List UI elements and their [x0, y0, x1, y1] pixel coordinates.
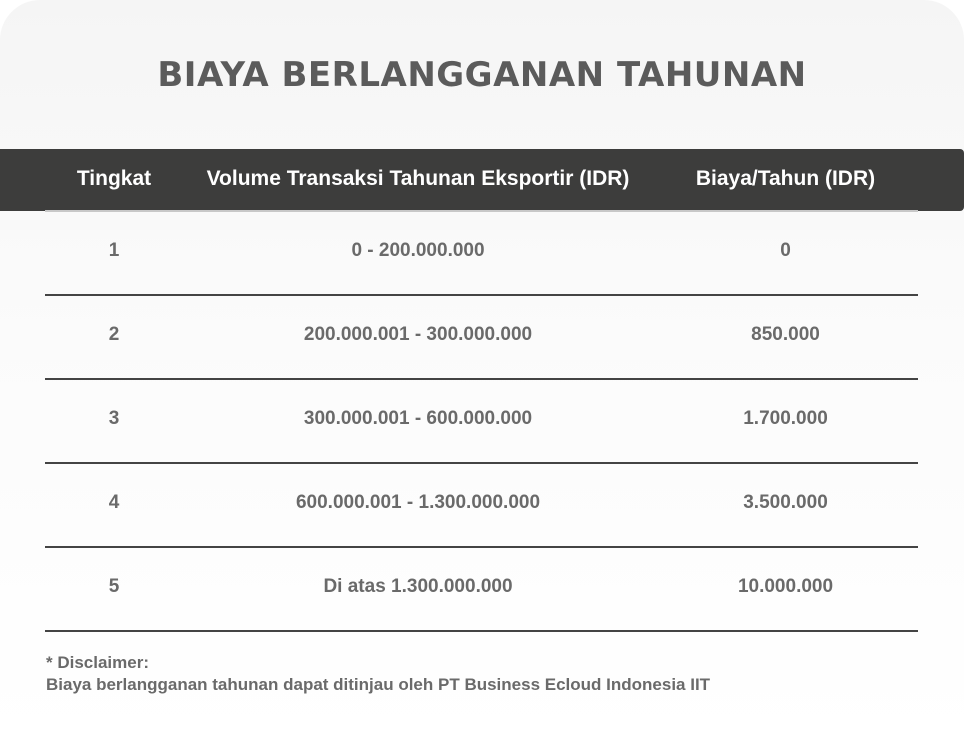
table-row	[0, 464, 964, 548]
table-header	[0, 149, 964, 211]
row-divider	[45, 630, 918, 632]
header-tier: Tingkat	[76, 167, 152, 190]
volume-cell: 200.000.001 - 300.000.000	[303, 324, 533, 345]
tier-cell: 2	[108, 324, 120, 345]
tier-cell: 5	[108, 576, 120, 597]
page-title: BIAYA BERLANGGANAN TAHUNAN	[157, 55, 807, 95]
table-row	[0, 548, 964, 632]
table-row	[0, 212, 964, 296]
disclaimer-label: * Disclaimer:	[46, 653, 149, 672]
volume-cell: 0 - 200.000.000	[351, 240, 485, 261]
fee-cell: 1.700.000	[743, 408, 828, 429]
header-fee: Biaya/Tahun (IDR)	[695, 167, 876, 190]
header-volume: Volume Transaksi Tahunan Eksportir (IDR)	[206, 167, 630, 190]
disclaimer-text: Biaya berlangganan tahunan dapat ditinjau oleh PT Business Ecloud Indonesia IIT	[46, 675, 711, 694]
table-row	[0, 296, 964, 380]
table-row	[0, 380, 964, 464]
volume-cell: 300.000.001 - 600.000.000	[303, 408, 533, 429]
volume-cell: Di atas 1.300.000.000	[323, 576, 513, 597]
volume-cell: 600.000.001 - 1.300.000.000	[295, 492, 541, 513]
fee-cell: 3.500.000	[743, 492, 828, 513]
fee-cell: 10.000.000	[737, 576, 834, 597]
tier-cell: 3	[108, 408, 120, 429]
fee-cell: 850.000	[751, 324, 820, 345]
fee-cell: 0	[780, 240, 791, 261]
tier-cell: 4	[108, 492, 120, 513]
tier-cell: 1	[108, 240, 120, 261]
disclaimer	[46, 652, 710, 696]
